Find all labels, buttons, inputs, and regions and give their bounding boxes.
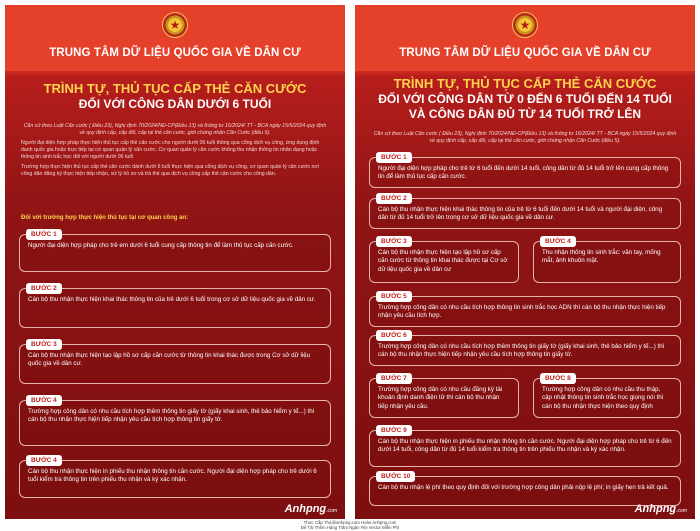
step-text: Người đại diện hợp pháp cho trẻ em dưới 6 tuổi cung cấp thông tin để làm thủ tục cấp căn cước. <box>28 242 294 249</box>
page-subtitle: ĐỐI VỚI CÔNG DÂN DƯỚI 6 TUỔI <box>78 97 272 111</box>
step-card <box>369 238 519 283</box>
step-badge: BƯỚC 1 <box>26 229 62 240</box>
step-card <box>369 293 681 327</box>
page-title: TRÌNH TỰ, THỦ TỤC CẤP THẺ CĂN CƯỚC <box>43 81 307 96</box>
step-card <box>369 427 681 467</box>
step-text: Cán bộ thu nhận thực hiện khai thác thông tin của trẻ từ 6 tuổi đến dưới 14 tuổi và người đại diện, công dân từ đủ 14 tuổi trở lên trong cơ sở dữ liệu quốc gia về dân cư. <box>378 206 663 222</box>
step-card <box>19 397 331 446</box>
police-emblem-icon: ★ <box>162 12 188 38</box>
step-badge: BƯỚC 4 <box>26 395 62 406</box>
credit-line: Thực Cấp Thứ@anhpng.com Hoàn Anhpng.com <box>303 520 397 525</box>
step-text: Cán bộ thu nhận thực hiện in phiếu thu nhận thông tin căn cước. Người đại diện hợp pháp cho trẻ từ 6 đến dưới 14 tuổi, công dân từ đủ 14 tuổi kiểm tra thông tin trên phiếu thu nhận và ký xác nhận. <box>378 438 672 454</box>
credit-footer <box>0 520 700 530</box>
step-text: Cán bộ thu nhận thực hiện in phiếu thu nhận thông tin căn cước. Người đại diện hợp pháp cho trẻ dưới 6 tuổi kiểm tra thông tin trên phiếu thu nhận và ký xác nhận. <box>28 468 317 484</box>
step-badge: BƯỚC 6 <box>376 330 412 341</box>
brand-suffix: .com <box>326 508 337 514</box>
step-card <box>19 285 331 328</box>
intro-text <box>371 131 679 148</box>
step-text: Trường hợp công dân có nhu cầu tích hợp thêm thông tin giấy tờ (giấy khai sinh, thẻ bảo hiểm y tế...) thì cán bộ thu nhận thực hiện tiếp nhận yêu cầu tích hợp thông tin giấy tờ. <box>28 408 315 424</box>
step-card <box>369 375 519 418</box>
step-badge: BƯỚC 7 <box>376 373 412 384</box>
step-card <box>533 375 681 418</box>
step-badge: BƯỚC 8 <box>540 373 576 384</box>
section-subhead: Đối với trường hợp thực hiện thủ tục tại cơ quan công an: <box>21 215 189 221</box>
brand-name: Anhpng <box>284 503 327 515</box>
step-badge: BƯỚC 2 <box>26 283 62 294</box>
step-badge: BƯỚC 1 <box>376 152 412 163</box>
step-card <box>369 195 681 229</box>
page-subtitle: ĐỐI VỚI CÔNG DÂN TỪ 0 ĐẾN 6 TUỔI ĐẾN 14 TUỔI <box>378 92 672 106</box>
org-name: TRUNG TÂM DỮ LIỆU QUỐC GIA VỀ DÂN CƯ <box>49 47 301 59</box>
step-badge: BƯỚC 5 <box>376 291 412 302</box>
brand-logo <box>635 503 687 515</box>
step-badge: BƯỚC 10 <box>376 471 415 482</box>
step-card <box>369 473 681 506</box>
step-text: Người đại diện hợp pháp cho trẻ từ 6 tuổi đến dưới 14 tuổi, công dân từ đủ 14 tuổi trở lên cung cấp thông tin để làm thủ tục cấp căn cước. <box>378 165 669 181</box>
page-subtitle-2: VÀ CÔNG DÂN ĐỦ TỪ 14 TUỔI TRỞ LÊN <box>408 107 642 121</box>
intro-paragraph: Căn cứ theo Luật Căn cước ( Điều 23), Nghị định 70/2024/NĐ-CP(Điều 13) và thông tư 16/2024/ TT - BCA ngày 15/5/2024 quy định về quy định cấp, cấp đổi, cấp lại thẻ căn cước, giới chứng nhận Căn Cước (điều 5). <box>373 131 677 144</box>
step-badge: BƯỚC 2 <box>376 193 412 204</box>
step-card <box>19 231 331 272</box>
intro-paragraph: Trường hợp thực hiện thủ tục cấp thẻ căn cước dành dưới 6 tuổi thực hiện qua cổng dịch vụ công, cơ quan quản lý căn cước nơi công dân đăng ký thực hiện tiếp nhận, xử lý hồ sơ và trả thẻ qua dịch vụ công cấp thẻ căn cước cho công dân. <box>21 164 319 177</box>
brand-suffix: .com <box>676 508 687 514</box>
poster-under-6 <box>5 5 345 519</box>
title-block <box>355 76 695 122</box>
brand-logo <box>285 503 337 515</box>
brand-name: Anhpng <box>634 503 677 515</box>
step-badge: BƯỚC 4 <box>540 236 576 247</box>
poster-6-to-14 <box>355 5 695 519</box>
credit-line: Để Tải Thêm Hàng Trăm Ngàn File Vector Miễn Phí <box>300 525 400 530</box>
intro-paragraph: Căn cứ theo Luật Căn cước ( Điều 23), Nghị định 70/2024/NĐ-CP(Điều 13) và thông tư 16/2024/ TT - BCA ngày 15/5/2024 quy định về quy định cấp, cấp đổi, cấp lại thẻ căn cước, giới chứng nhận Căn Cước (điều 5). <box>23 123 327 136</box>
step-card <box>19 457 331 498</box>
title-block <box>5 81 345 112</box>
intro-paragraph: Người đại diện hợp pháp thực hiện thủ tục cấp thẻ căn cước cho người dưới 06 tuổi thông qua cổng dịch vụ công, ứng dụng định danh quốc gia hoặc trực tiếp tại cơ quan quản lý căn cước. Cơ quan quản lý căn cước không thu nhận thông tin nhân dạng hoặc thông tin sinh trắc học đối với người dưới 06 tuổi <box>21 140 320 160</box>
step-text: Cán bộ thu nhận lệ phí theo quy định đối với trường hợp công dân phải nộp lệ phí; in giấy hẹn trả kết quả. <box>378 484 669 491</box>
step-card <box>369 332 681 366</box>
step-text: Cán bộ thu nhận thực hiện tạo lập hồ sơ cấp căn cước từ thông tin khai thác được tại Cơ sở dữ liệu quốc gia về dân cư <box>378 249 508 273</box>
step-text: Trường hợp công dân có nhu cầu đăng ký tài khoản định danh điện tử thì cán bộ thu nhận tiếp nhận yêu cầu. <box>378 386 503 410</box>
step-text: Trường hợp công dân có nhu cầu tích hợp thêm thông tin giấy tờ (giấy khai sinh, thẻ bảo hiểm y tế...) thì cán bộ thu nhận thực hiện tiếp nhận yêu cầu tích hợp thông tin giấy tờ. <box>378 343 665 359</box>
step-text: Cán bộ thu nhận thực hiện tạo lập hồ sơ cấp căn cước từ thông tin khai thác được trong Cơ sở dữ liệu quốc gia về dân cư. <box>28 352 311 368</box>
step-card <box>533 238 681 283</box>
step-badge: BƯỚC 3 <box>26 339 62 350</box>
step-text: Thu nhận thông tin sinh trắc: vân tay, mống mắt, ảnh khuôn mặt. <box>542 249 661 265</box>
step-text: Trường hợp công dân có nhu cầu thu thập, cập nhật thông tin sinh trắc học giọng nói thì cán bộ thu nhận thực hiện theo quy định <box>542 386 664 410</box>
step-card <box>369 154 681 188</box>
step-text: Trường hợp công dân có nhu cầu tích hợp thông tin sinh trắc học ADN thì cán bộ thu nhận thực hiện tiếp nhận yêu cầu tích hợp. <box>378 304 666 320</box>
org-name: TRUNG TÂM DỮ LIỆU QUỐC GIA VỀ DÂN CƯ <box>399 47 651 59</box>
step-badge: BƯỚC 4 <box>26 455 62 466</box>
step-text: Cán bộ thu nhận thực hiện khai thác thông tin của trẻ dưới 6 tuổi trong cơ sở dữ liệu quốc gia về dân cư. <box>28 296 316 303</box>
step-badge: BƯỚC 3 <box>376 236 412 247</box>
intro-text <box>21 123 329 181</box>
police-emblem-icon: ★ <box>512 12 538 38</box>
step-card <box>19 341 331 384</box>
step-badge: BƯỚC 9 <box>376 425 412 436</box>
page-title: TRÌNH TỰ, THỦ TỤC CẤP THẺ CĂN CƯỚC <box>393 76 657 91</box>
